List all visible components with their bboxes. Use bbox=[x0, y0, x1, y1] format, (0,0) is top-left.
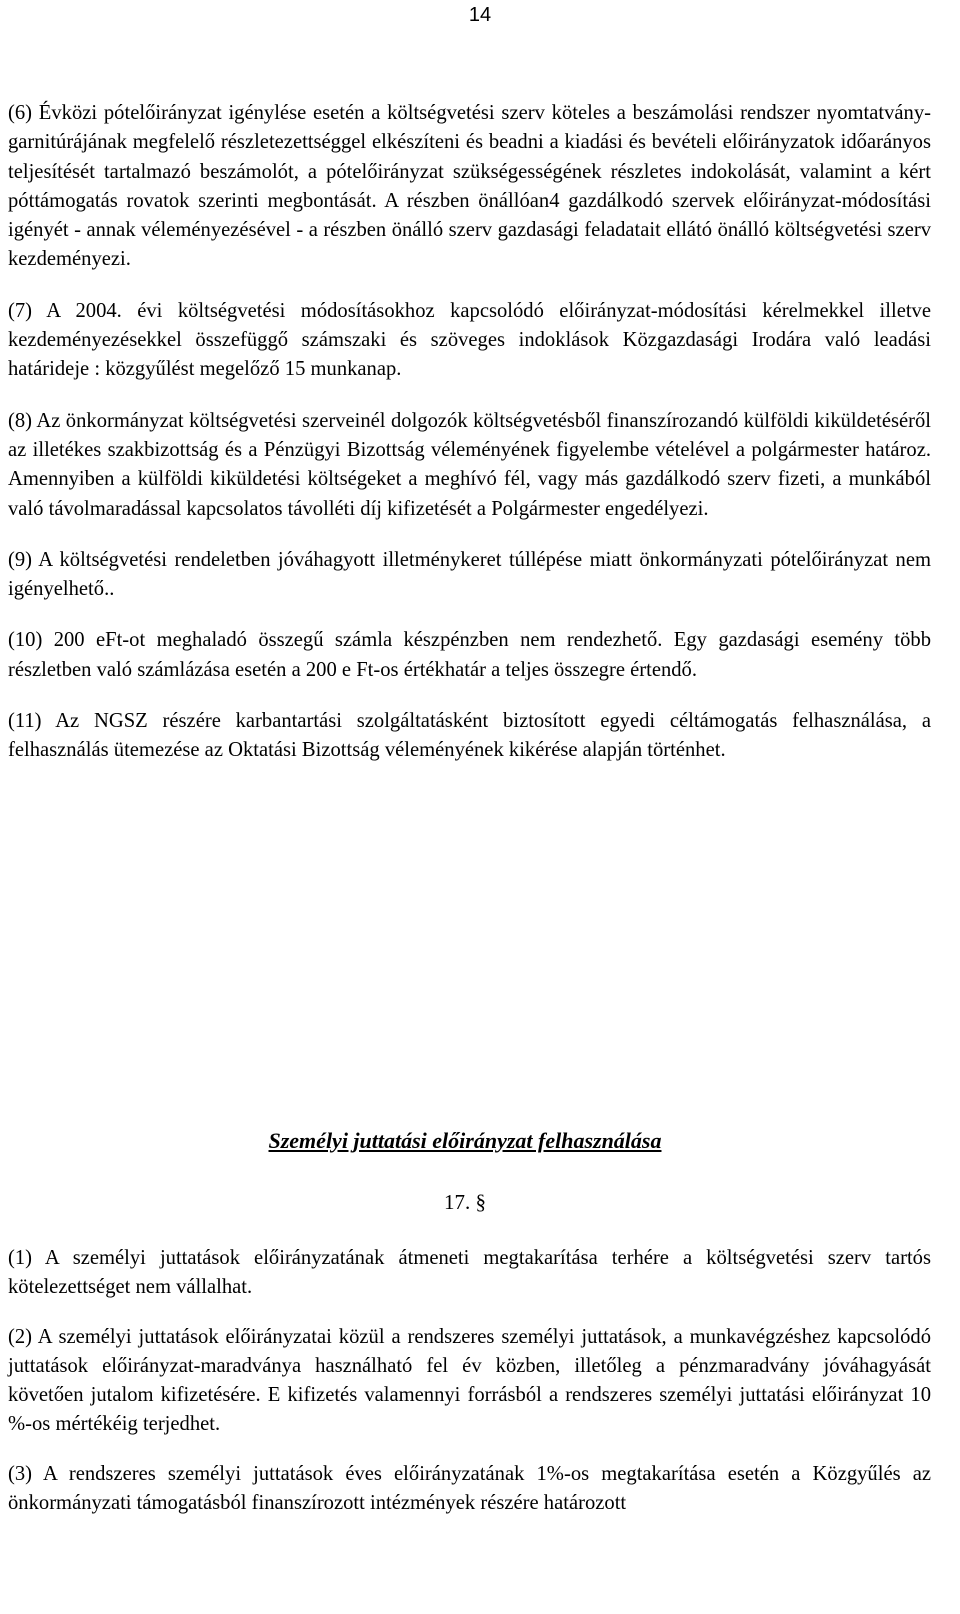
paragraph-8: (8) Az önkormányzat költségvetési szerveinél dolgozók költségvetésből finanszírozandó külföldi kiküldetéséről az illetékes szakbizottság és a Pénzügyi Bizottság véleményének figyelembe vételével a polgármester határoz. Amennyiben a külföldi kiküldetési költségeket a meghívó fél, vagy más gazdálkodó szerv fizeti, a munkából való távolmaradással kapcsolatos távolléti díj kifizetését a Polgármester engedélyezi. bbox=[8, 409, 931, 520]
paragraph-11: (11) Az NGSZ részére karbantartási szolgáltatásként biztosított egyedi céltámogatás felhasználása, a felhasználás ütemezése az Oktatási Bizottság véleményének kikérése alapján történhet. bbox=[8, 710, 931, 762]
section-title: Személyi juttatási előirányzat felhasználása bbox=[268, 1128, 662, 1153]
document-body bbox=[8, 99, 931, 788]
section-number: 17. § bbox=[444, 1190, 486, 1214]
page-number: 14 bbox=[468, 4, 492, 26]
section-paragraph-1: (1) A személyi juttatások előirányzatának átmeneti megtakarítása terhére a költségvetési szerv tartós kötelezettséget nem vállalhat. bbox=[8, 1247, 931, 1299]
paragraph-6: (6) Évközi pótelőirányzat igénylése esetén a költségvetési szerv köteles a beszámolási rendszer nyomtatvány-garnitúrájának megfelelő részletezettséggel elkészíteni és beadni a kiadási és bevételi előirányzatok időarányos teljesítését tartalmazó beszámolót, a pótelőirányzat szükségességének részletes indokolását, valamint a kért póttámogatás rovatok szerinti megbontását. A részben önállóan4 gazdálkodó szervek előirányzat-módosítási igényét - annak véleményezésével - a részben önálló szerv gazdasági feladatait ellátó önálló költségvetési szerv kezdeményezi. bbox=[8, 102, 931, 271]
paragraph-9: (9) A költségvetési rendeletben jóváhagyott illetménykeret túllépése miatt önkormányzati pótelőirányzat nem igényelhető.. bbox=[8, 548, 931, 601]
paragraph-7: (7) A 2004. évi költségvetési módosításokhoz kapcsolódó előirányzat-módosítási kérelmekkel illetve kezdeményezésekkel összefüggő számszaki és szöveges indoklások Közgazdasági Irodára való leadási határideje : közgyűlést megelőző 15 munkanap. bbox=[8, 299, 931, 381]
section-body bbox=[8, 1244, 931, 1538]
paragraph-10: (10) 200 eFt-ot meghaladó összegű számla készpénzben nem rendezhető. Egy gazdasági esemény több részletben való számlázása esetén a 200 e Ft-os értékhatár a teljes összegre értendő. bbox=[8, 629, 931, 681]
section-paragraph-3: (3) A rendszeres személyi juttatások éves előirányzatának 1%-os megtakarítása esetén a Közgyűlés az önkormányzati támogatásból finanszírozott intézmények részére határozott bbox=[8, 1462, 931, 1515]
section-paragraph-2: (2) A személyi juttatások előirányzatai közül a rendszeres személyi juttatások, a munkavégzéshez kapcsolódó juttatások előirányzat-maradványa használható fel év közben, illetőleg a pénzmaradvány jóváhagyását követően jutalom kifizetésére. E kifizetés valamennyi forrásból a rendszeres személyi juttatási előirányzat 10 %-os mértékéig terjedhet. bbox=[8, 1325, 931, 1436]
